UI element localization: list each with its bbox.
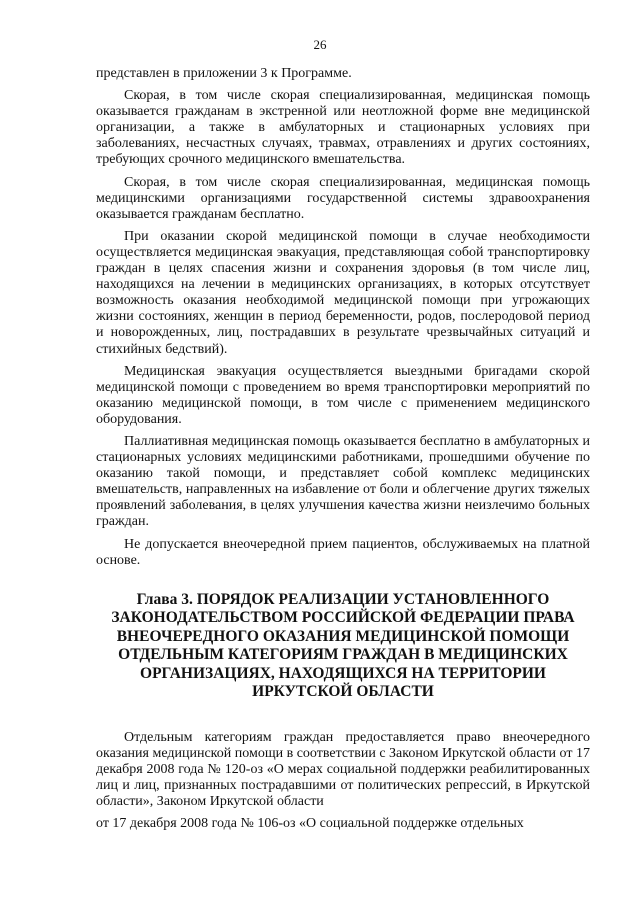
paragraphs-after-heading bbox=[96, 730, 590, 833]
paragraph: Скорая, в том числе скорая специализированная, медицинская помощь оказывается гражданам в экстренной или неотложной форме вне медицинской организации, а также в амбулаторных и стационарных условиях при заболеваниях, несчастных случаях, травмах, отравлениях и других состояниях, требующих срочного медицинского вмешательства. bbox=[96, 88, 590, 168]
paragraph: Паллиативная медицинская помощь оказывается бесплатно в амбулаторных и стационарных условиях медицинскими работниками, прошедшими обучение по оказанию такой помощи, и представляет собой комплекс медицинских вмешательств, направленных на избавление от боли и облегчение других тяжелых проявлений заболевания, в целях улучшения качества жизни неизлечимо больных граждан. bbox=[96, 433, 590, 530]
paragraph: представлен в приложении 3 к Программе. bbox=[96, 66, 352, 81]
paragraph: Отдельным категориям граждан предоставляется право внеочередного оказания медицинской помощи в соответствии с Законом Иркутской области от 17 декабря 2008 года № 120-оз «О мерах социальной поддержки реабилитированных лиц и лиц, признанных пострадавшими от политических репрессий, в Иркутской области», Законом Иркутской области bbox=[96, 729, 590, 810]
chapter-heading: Глава 3. ПОРЯДОК РЕАЛИЗАЦИИ УСТАНОВЛЕННОГО ЗАКОНОДАТЕЛЬСТВОМ РОССИЙСКОЙ ФЕДЕРАЦИИ ПРАВА ВНЕОЧЕРЕДНОГО ОКАЗАНИЯ МЕДИЦИНСКОЙ ПОМОЩИ ОТДЕЛЬНЫМ КАТЕГОРИЯМ ГРАЖДАН В МЕДИЦИНСКИХ ОРГАНИЗАЦИЯХ, НАХОДЯЩИХСЯ НА ТЕРРИТОРИИ ИРКУТСКОЙ ОБЛАСТИ bbox=[111, 590, 575, 701]
paragraph: от 17 декабря 2008 года № 106-оз «О социальной поддержке отдельных bbox=[96, 816, 524, 832]
paragraph: Скорая, в том числе скорая специализированная, медицинская помощь медицинскими организациями государственной системы здравоохранения оказывается гражданам бесплатно. bbox=[96, 174, 590, 222]
page-number: 26 bbox=[313, 37, 327, 52]
paragraph: Медицинская эвакуация осуществляется выездными бригадами скорой медицинской помощи с проведением во время транспортировки мероприятий по оказанию медицинской помощи, в том числе с применением медицинского оборудования. bbox=[96, 363, 590, 427]
paragraph: При оказании скорой медицинской помощи в случае необходимости осуществляется медицинская эвакуация, представляющая собой транспортировку граждан в целях спасения жизни и сохранения здоровья (в том числе лиц, находящихся на лечении в медицинских организациях, в которых отсутствует возможность оказания необходимой медицинской помощи при угрожающих жизни состояниях, женщин в период беременности, родов, послеродовой период и новорожденных, лиц, пострадавших в результате чрезвычайных ситуаций и стихийных бедствий). bbox=[96, 228, 590, 357]
document-body bbox=[96, 66, 590, 838]
paragraph: Не допускается внеочередной прием пациентов, обслуживаемых на платной основе. bbox=[96, 536, 590, 568]
paragraphs-before-heading bbox=[96, 66, 590, 569]
